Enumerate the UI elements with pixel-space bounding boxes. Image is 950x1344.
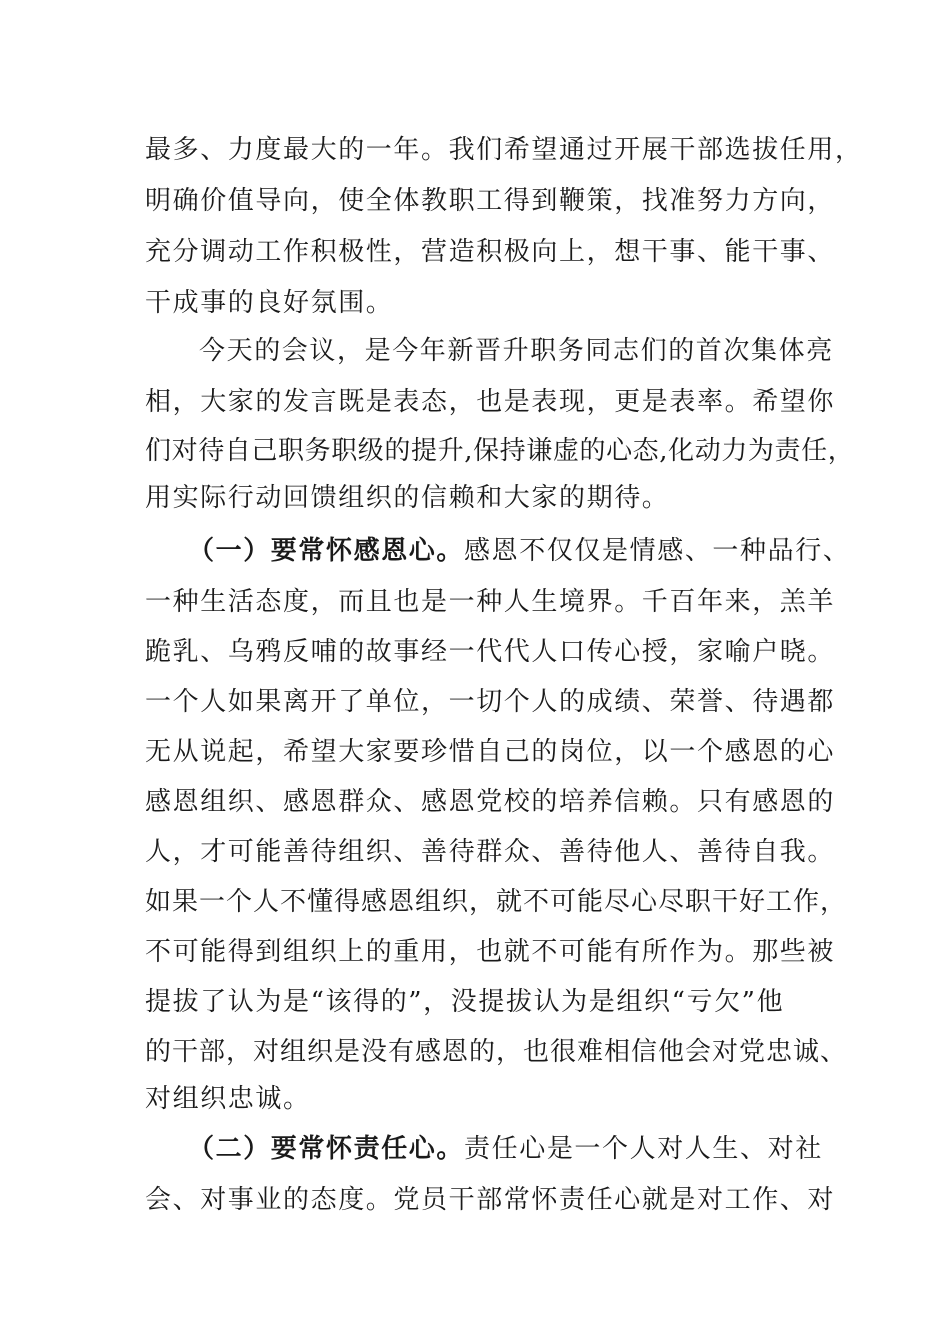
paragraph-3-line-8: 如果一个人不懂得感恩组织，就不可能尽心尽职干好工作， [145,887,848,917]
paragraph-3-line-7: 人，才可能善待组织、善待群众、善待他人、善待自我。 [145,837,836,867]
paragraph-4-line-1 [188,1133,823,1165]
paragraph-3-line-10: 提拔了认为是“该得的”，没提拔认为是组织“亏欠”他 [145,987,785,1017]
paragraph-2-line-4: 用实际行动回馈组织的信赖和大家的期待。 [145,483,670,513]
paragraph-1-line-2: 明确价值导向，使全体教职工得到鞭策，找准努力方向， [145,186,836,216]
paragraph-1-line-1: 最多、力度最大的一年。我们希望通过开展干部选拔任用， [145,135,863,165]
paragraph-4-line-2: 会、对事业的态度。党员干部常怀责任心就是对工作、对 [145,1185,836,1215]
section-heading-2: （二）要常怀责任心。 [188,1134,465,1164]
paragraph-3-line-9: 不可能得到组织上的重用，也就不可能有所作为。那些被 [145,937,836,967]
paragraph-3-line-5: 无从说起，希望大家要珍惜自己的岗位，以一个感恩的心 [145,737,836,767]
paragraph-1-line-4: 干成事的良好氛围。 [145,288,394,318]
section-heading-1: （一）要常怀感恩心。 [188,536,465,566]
paragraph-4-line-1-rest: 责任心是一个人对人生、对社 [464,1134,823,1164]
paragraph-3-line-11: 的干部，对组织是没有感恩的，也很难相信他会对党忠诚、 [145,1037,848,1067]
paragraph-3-line-1 [188,535,850,567]
paragraph-3-line-6: 感恩组织、感恩群众、感恩党校的培养信赖。只有感恩的 [145,787,836,817]
paragraph-2-line-3: 们对待自己职务职级的提升,保持谦虚的心态,化动力为责任， [145,436,855,466]
paragraph-3-line-2: 一种生活态度，而且也是一种人生境界。千百年来，羔羊 [145,587,836,617]
paragraph-1-line-3: 充分调动工作积极性，营造积极向上，想干事、能干事、 [145,237,836,267]
paragraph-3-line-4: 一个人如果离开了单位，一切个人的成绩、荣誉、待遇都 [145,687,836,717]
paragraph-3-line-12: 对组织忠诚。 [145,1084,311,1114]
paragraph-3-line-1-rest: 感恩不仅仅是情感、一种品行、 [464,536,851,566]
paragraph-2-line-1: 今天的会议，是今年新晋升职务同志们的首次集体亮 [199,336,834,366]
paragraph-2-line-2: 相，大家的发言既是表态，也是表现，更是表率。希望你 [145,387,836,417]
paragraph-3-line-3: 跪乳、乌鸦反哺的故事经一代代人口传心授，家喻户晓。 [145,637,836,667]
